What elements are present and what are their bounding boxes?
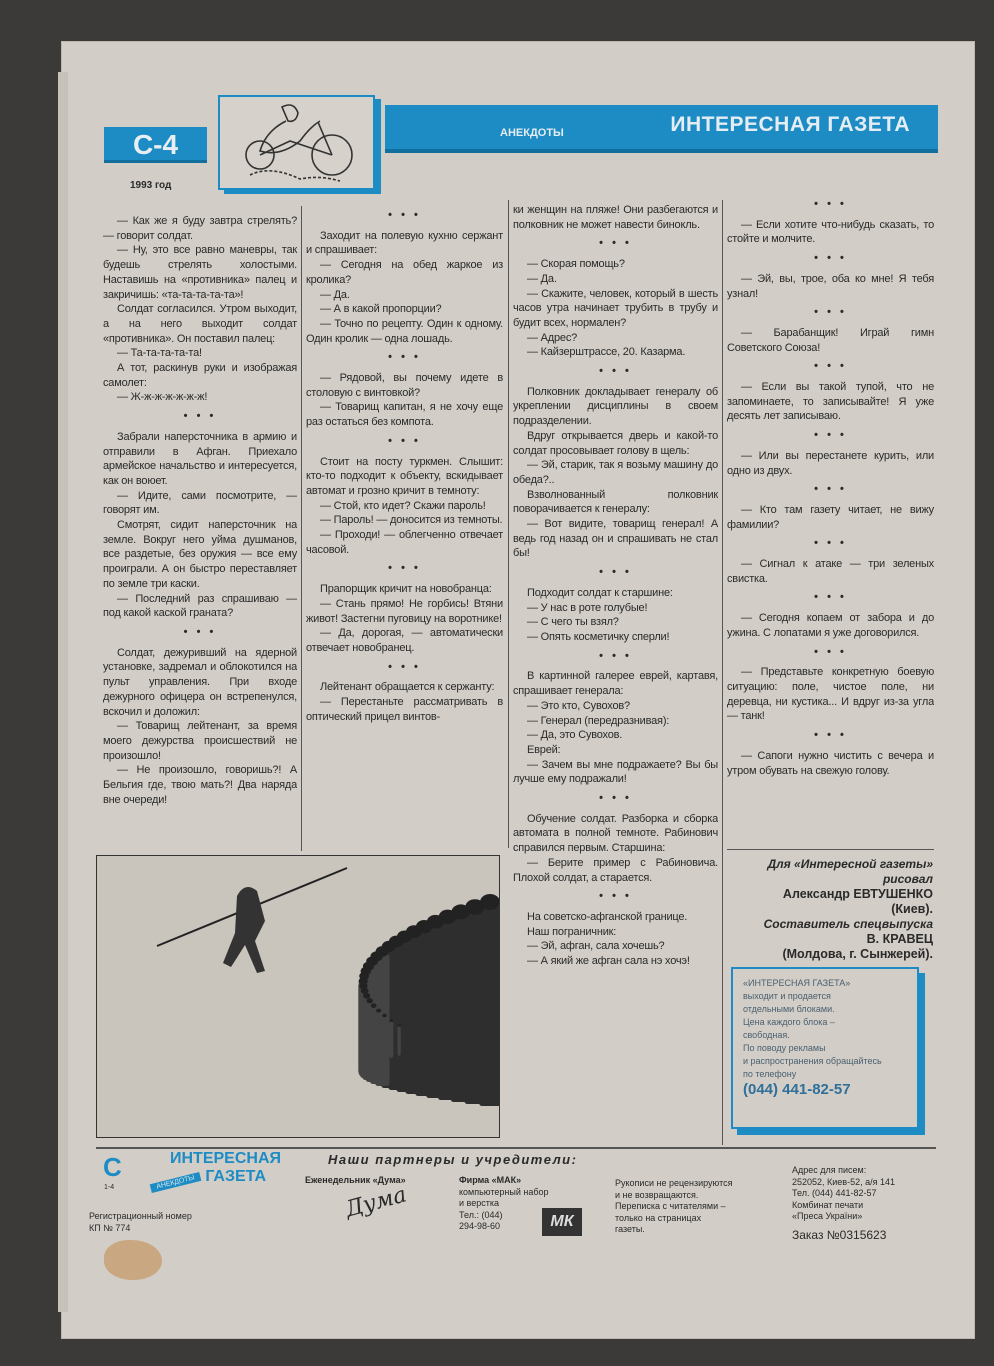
joke-separator: • • •	[183, 410, 217, 423]
logo-name-line: ГАЗЕТА	[205, 1168, 266, 1185]
joke-paragraph: — Это кто, Сувохов?	[527, 699, 630, 712]
joke-paragraph: — Не произошло, говоришь?! А Бельгия где, твою мать?! Два наряда вне очереди!	[103, 764, 297, 806]
section-title: АНЕКДОТЫ	[500, 127, 564, 139]
notice-line: Рукописи не рецензируются	[615, 1178, 733, 1188]
joke-paragraph: — Эй, старик, так я возьму машину до обеда?..	[513, 459, 718, 486]
joke-paragraph: — Да.	[320, 288, 350, 301]
notice-line: газеты.	[615, 1224, 645, 1234]
partners-title: Наши партнеры и учредители:	[328, 1152, 578, 1167]
joke-paragraph: Забрали наперсточника в армию и отправили в Афган. Приехало армейское начальство и интересуется, как он воюет.	[103, 430, 297, 487]
joke-paragraph: — Стань прямо! Не горбись! Втяни живот! Застегни пуговицу на воротнике!	[306, 597, 503, 625]
duma-logo: Дума	[342, 1182, 410, 1223]
joke-paragraph: — С чего ты взял?	[527, 616, 619, 629]
joke-separator: • • •	[388, 434, 421, 447]
mak-logo: МК	[542, 1208, 582, 1236]
advert-line: по телефону	[743, 1069, 797, 1079]
column-divider	[722, 200, 723, 1145]
joke-separator: • • •	[388, 660, 421, 673]
joke-paragraph: Обучение солдат. Разборка и сборка автомата в полной темноте. Рабинович справился первым. Старшина:	[513, 812, 718, 855]
stain	[104, 1240, 162, 1280]
joke-separator: • • •	[599, 890, 632, 903]
joke-separator: • • •	[814, 306, 847, 319]
newspaper-name: ИНТЕРЕСНАЯ ГАЗЕТА	[670, 113, 910, 136]
joke-paragraph: — Да.	[527, 272, 557, 285]
joke-paragraph: — А в какой пропорции?	[320, 303, 442, 316]
joke-paragraph: — Товарищ лейтенант, за время моего дежурства происшествий не произошло!	[103, 720, 297, 762]
joke-paragraph: — Сигнал к атаке — три зеленых свистка.	[727, 558, 934, 585]
joke-paragraph: — Ж-ж-ж-ж-ж-ж-ж!	[117, 391, 208, 404]
joke-paragraph: — Представьте конкретную боевую ситуацию: поле, чистое поле, ни деревца, ни кустика... И вдруг из-за угла — танк!	[727, 666, 934, 723]
joke-paragraph: — Пароль! — доносится из темноты.	[320, 514, 503, 527]
joke-paragraph: Вдруг открывается дверь и какой-то солдат просовывает голову в щель:	[513, 429, 718, 457]
registration	[89, 1211, 192, 1234]
address-line: «Преса України»	[792, 1211, 863, 1221]
address-line: Комбинат печати	[792, 1199, 864, 1210]
joke-paragraph: ки женщин на пляже! Они разбегаются и полковник не может навести бинокль.	[513, 204, 718, 231]
joke-separator: • • •	[388, 562, 421, 575]
joke-paragraph: — Эй, вы, трое, оба ко мне! Я тебя узнал!	[727, 272, 934, 300]
credits-line: Для «Интересной газеты»	[767, 857, 933, 871]
helmet	[398, 1024, 401, 1026]
joke-paragraph: Солдат, дежуривший на ядерной установке, задремал и облокотился на пульт управления. При входе дежурного офицера он встрепенулся, вскочил и доложил:	[103, 646, 297, 718]
order-number: Заказ №0315623	[792, 1228, 887, 1242]
joke-separator: • • •	[814, 360, 847, 373]
reg-label: Регистрационный номер	[89, 1211, 192, 1221]
joke-paragraph: — Идите, сами посмотрите, — говорят им.	[103, 489, 297, 517]
joke-paragraph: — Рядовой, вы почему идете в столовую с винтовкой?	[306, 372, 503, 399]
column-1	[103, 214, 297, 850]
column-3	[513, 203, 718, 1148]
joke-paragraph: — Скорая помощь?	[527, 258, 625, 271]
joke-paragraph: — А який же афган сала нэ хочэ!	[527, 955, 690, 968]
advert-box	[731, 967, 919, 1129]
joke-paragraph: — Сегодня на обед жаркое из кролика?	[306, 259, 503, 286]
joke-paragraph: — Ну, это все равно маневры, так будешь стрелять холостыми. Наставишь на «противника» палец и закричишь: «та-та-та-та-та»!	[103, 244, 297, 301]
year: 1993 год	[130, 180, 172, 191]
logo-name-line: ИНТЕРЕСНАЯ	[170, 1150, 282, 1167]
joke-paragraph: Лейтенант обращается к сержанту:	[320, 681, 495, 694]
joke-paragraph: На советско-афганской границе.	[527, 910, 688, 923]
advert-line: свободная.	[743, 1030, 790, 1040]
joke-paragraph: Полковник докладывает генералу об укреплении дисциплины в своем подразделении.	[513, 385, 718, 428]
joke-paragraph: — Эй, афган, сала хочешь?	[527, 940, 665, 953]
compiler-name: В. КРАВЕЦ	[866, 932, 933, 946]
column-4	[727, 193, 934, 848]
soldiers-illustration	[96, 855, 500, 1138]
column-2	[306, 204, 503, 849]
joke-separator: • • •	[814, 252, 847, 265]
joke-paragraph: — Скажите, человек, который в шесть часов утра начинает трубить в трубу и будит всех, нормален?	[513, 287, 718, 329]
joke-paragraph: — Зачем вы мне подражаете? Вы бы лучше ему подражали!	[513, 758, 718, 786]
credits-line: Составитель спецвыпуска	[763, 917, 933, 931]
soldier-figure	[376, 1012, 382, 1062]
footer-logo-issue: 1-4	[104, 1184, 115, 1191]
joke-separator: • • •	[814, 537, 847, 550]
artist-name: Александр ЕВТУШЕНКО	[782, 887, 933, 901]
address-line: Адрес для писем:	[792, 1165, 867, 1175]
advert-line: и распространения обращайтесь	[743, 1056, 882, 1066]
soldier-figure	[398, 1026, 401, 1056]
joke-paragraph: — Если вы такой тупой, что не запоминаете, то записывайте! Я уже десять лет записываю.	[727, 381, 934, 423]
address-line: 252052, Киев-52, а/я 141	[792, 1176, 895, 1187]
credits-line: рисовал	[882, 872, 933, 886]
helmet	[371, 1003, 377, 1008]
joke-paragraph: — У нас в роте голубые!	[527, 601, 648, 614]
soldier-figure	[382, 1016, 387, 1060]
footer-logo-letter: С	[103, 1152, 122, 1182]
joke-separator: • • •	[599, 649, 632, 662]
advert-line: По поводу рекламы	[743, 1043, 826, 1053]
joke-separator: • • •	[183, 625, 217, 638]
joke-separator: • • •	[388, 209, 421, 221]
joke-paragraph: Солдат согласился. Утром выходит, а на него выходит солдат «противника». Он поставил палец:	[103, 303, 297, 345]
joke-separator: • • •	[599, 566, 632, 579]
joke-separator: • • •	[599, 237, 632, 250]
joke-paragraph: Взволнованный полковник поворачивается к генералу:	[513, 488, 718, 516]
page-label: С-4	[104, 127, 207, 163]
joke-separator: • • •	[814, 429, 847, 442]
helmet	[390, 1019, 394, 1022]
joke-paragraph: — Да, это Сувохов.	[527, 729, 623, 742]
joke-separator: • • •	[814, 729, 847, 742]
helmet	[363, 993, 370, 999]
reg-number: КП № 774	[89, 1222, 131, 1233]
editorial-notice	[615, 1178, 733, 1236]
joke-paragraph: — Генерал (передразнивая):	[527, 714, 670, 727]
advert-phone: (044) 441-82-57	[743, 1081, 851, 1098]
joke-paragraph: Смотрят, сидит наперсточник на земле. Вокруг него уйма душманов, все раздетые, без оружия — все ему проиграли. А он быстро переставляет по земле три каски.	[103, 519, 297, 590]
joke-paragraph: — Кто там газету читает, не вижу фамилии?	[727, 503, 934, 531]
header-banner	[385, 105, 938, 153]
notice-line: Переписка с читателями –	[615, 1201, 726, 1211]
soldier-figure	[389, 1021, 393, 1058]
joke-separator: • • •	[599, 365, 632, 378]
credits	[728, 857, 933, 962]
joke-paragraph: Еврей:	[527, 743, 561, 756]
joke-paragraph: — Товарищ капитан, я не хочу еще раз остаться без компота.	[306, 401, 503, 429]
joke-paragraph: — Барабанщик! Играй гимн Советского Союза!	[727, 326, 934, 354]
joke-paragraph: Прапорщик кричит на новобранца:	[320, 583, 492, 596]
joke-paragraph: — Точно по рецепту. Один к одному. Один кролик — одна лошадь.	[306, 317, 503, 345]
joke-separator: • • •	[599, 792, 632, 805]
joke-separator: • • •	[388, 351, 421, 364]
compiler-city: (Молдова, г. Сынжерей).	[782, 947, 933, 961]
joke-paragraph: Подходит солдат к старшине:	[527, 586, 673, 599]
helmet	[376, 1009, 381, 1013]
motorcyclist-illustration	[218, 95, 375, 190]
joke-separator: • • •	[814, 591, 847, 604]
duma-label: Еженедельник «Дума»	[305, 1175, 406, 1185]
advert-line: отдельными блоками.	[743, 1004, 835, 1014]
joke-paragraph: — Последний раз спрашиваю — под какой каской граната?	[103, 592, 297, 620]
advert-line: выходит и продается	[743, 991, 831, 1001]
joke-separator: • • •	[814, 198, 847, 210]
joke-paragraph: — Да, дорогая, — автоматически отвечает новобранец.	[306, 627, 503, 654]
helmet	[367, 998, 373, 1003]
joke-paragraph: — Сапоги нужно чистить с вечера и утром обувать на свежую голову.	[727, 749, 934, 777]
joke-paragraph: — Проходи! — облегченно отвечает часовой.	[306, 529, 503, 556]
mak-line: Фирма «МАК»	[459, 1175, 522, 1185]
joke-separator: • • •	[814, 645, 847, 658]
joke-paragraph: — Кайзерштрассе, 20. Казарма.	[527, 346, 686, 359]
mak-line: 294-98-60	[459, 1221, 501, 1231]
mak-line: Тел.: (044)	[459, 1209, 503, 1220]
mak-line: и верстка	[459, 1198, 499, 1208]
joke-paragraph: — Как же я буду завтра стрелять? — говорит солдат.	[103, 215, 297, 242]
joke-paragraph: — Перестаньте рассматривать в оптический прицел винтов-	[306, 696, 503, 723]
joke-paragraph: — Опять косметичку сперли!	[527, 630, 670, 643]
helmet	[382, 1014, 386, 1017]
address-line: Тел. (044) 441-82-57	[792, 1188, 877, 1198]
artist-city: (Киев).	[891, 902, 933, 916]
joke-paragraph: В картинной галерее еврей, картавя, спрашивает генерала:	[513, 670, 718, 698]
divider	[727, 849, 934, 850]
joke-paragraph: — Если хотите что-нибудь сказать, то стойте и молчите.	[727, 218, 934, 246]
joke-separator: • • •	[814, 483, 847, 496]
footer-logo-tag: АНЕКДОТЫ	[150, 1172, 202, 1193]
joke-paragraph: — Стой, кто идет? Скажи пароль!	[320, 499, 486, 512]
column-divider	[301, 206, 302, 851]
joke-paragraph: — Берите пример с Рабиновича. Плохой солдат, а старается.	[513, 856, 718, 884]
joke-paragraph: — Сегодня копаем от забора и до ужина. С лопатами я уже договорился.	[727, 612, 934, 639]
mak-info	[459, 1175, 549, 1233]
notice-line: и не возвращаются.	[615, 1189, 699, 1200]
footer-divider	[96, 1147, 936, 1149]
joke-paragraph: — Адрес?	[527, 331, 578, 344]
joke-paragraph: — Та-та-та-та-та!	[117, 347, 202, 360]
joke-paragraph: — Вот видите, товарищ генерал! А ведь год назад он и спрашивать не стал бы!	[513, 518, 718, 560]
notice-line: только на страницах	[615, 1212, 702, 1223]
joke-paragraph: Стоит на посту туркмен. Слышит: кто-то подходит к объекту, вскидывает автомат и грозно кричит в темноту:	[306, 455, 503, 497]
advert-line: «ИНТЕРЕСНАЯ ГАЗЕТА»	[743, 978, 851, 988]
mak-line: компьютерный набор	[459, 1186, 549, 1197]
column-divider	[508, 200, 509, 848]
joke-paragraph: Наш пограничник:	[527, 925, 617, 938]
joke-paragraph: — Или вы перестанете курить, или одно из двух.	[727, 449, 934, 477]
address	[792, 1165, 895, 1223]
joke-paragraph: Заходит на полевую кухню сержант и спрашивает:	[306, 229, 503, 257]
joke-paragraph: А тот, раскинув руки и изображая самолет:	[103, 362, 297, 389]
advert-line: Цена каждого блока –	[743, 1017, 835, 1027]
